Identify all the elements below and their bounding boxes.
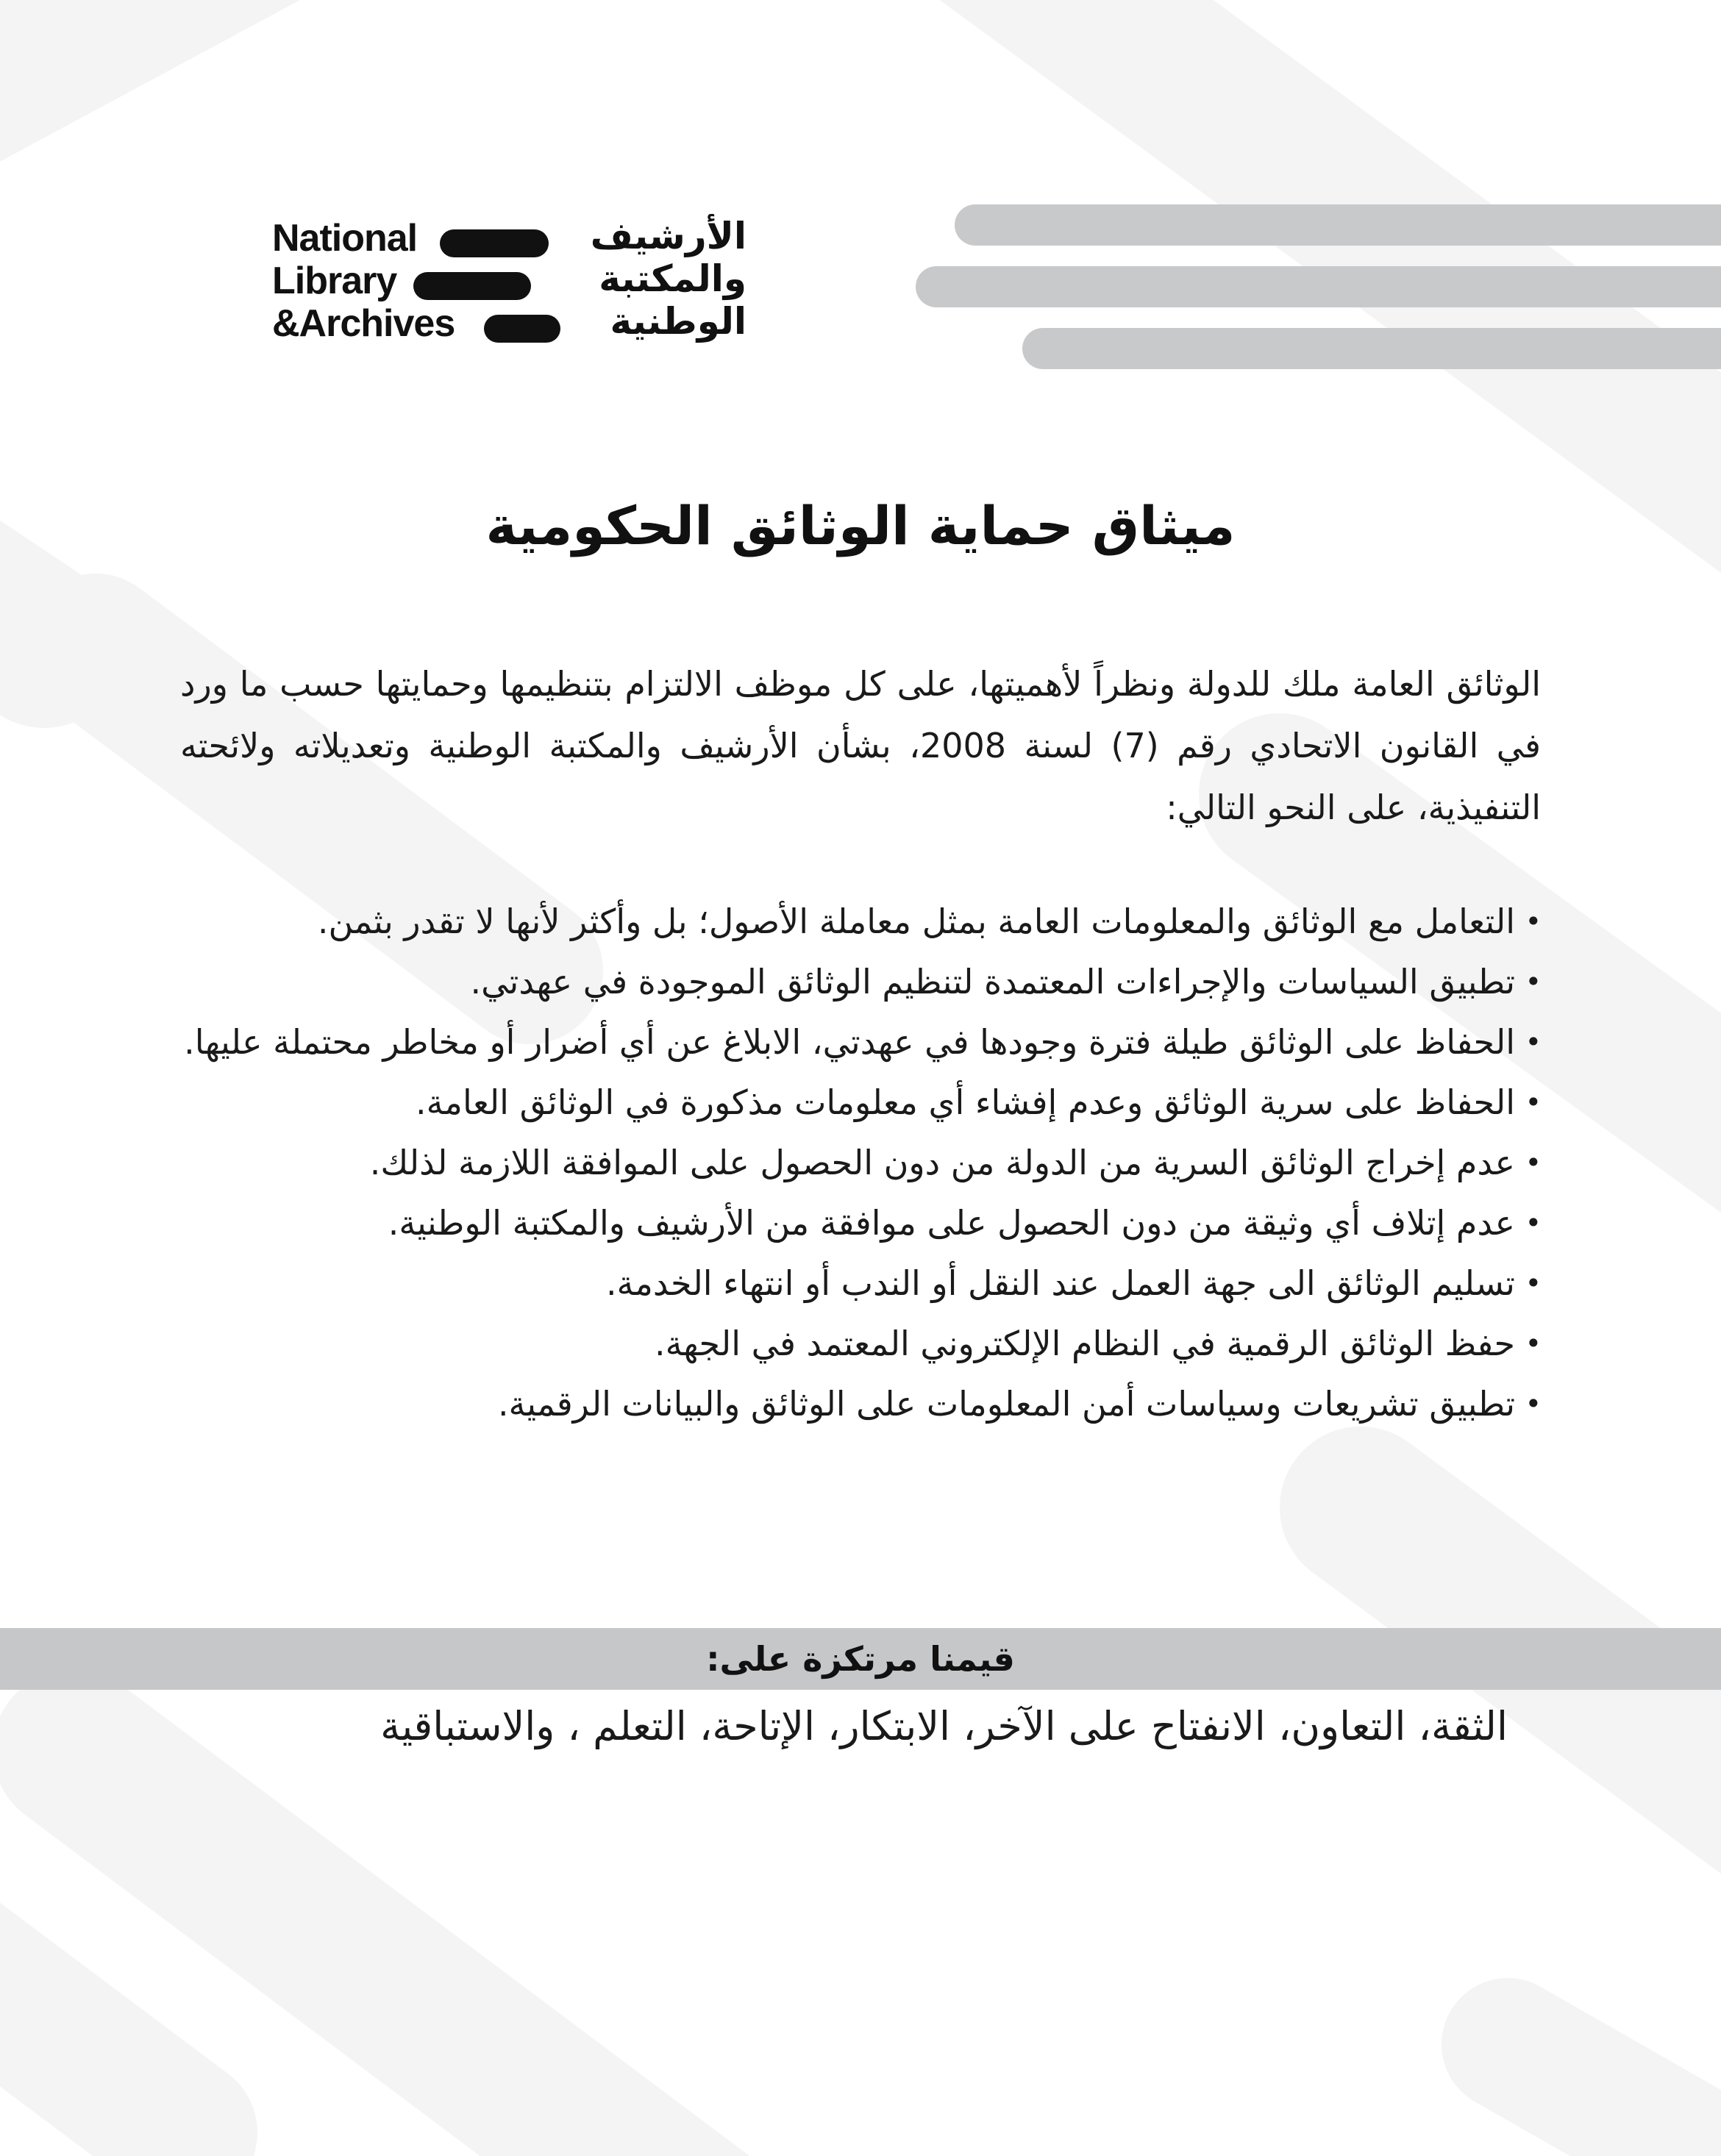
logo-en-line: &Archives — [272, 302, 455, 345]
decor-stripe-2 — [916, 266, 1721, 307]
list-item-text: الحفاظ على الوثائق طيلة فترة وجودها في عهدتي، الابلاغ عن أي أضرار أو مخاطر محتملة عليها. — [184, 1022, 1515, 1062]
list-item-text: تسليم الوثائق الى جهة العمل عند النقل أو الندب أو انتهاء الخدمة. — [605, 1263, 1515, 1303]
decor-stripe-3 — [1022, 328, 1721, 369]
list-item-text: التعامل مع الوثائق والمعلومات العامة بمثل معاملة الأصول؛ بل وأكثر لأنها لا تقدر بثمن. — [317, 902, 1515, 941]
list-item — [173, 1012, 1542, 1072]
logo-en-line: National — [272, 217, 418, 260]
list-item-text: عدم إخراج الوثائق السرية من الدولة من دون الحصول على الموافقة اللازمة لذلك. — [369, 1143, 1515, 1182]
decor-stripe-1 — [955, 204, 1721, 246]
bullet-icon: • — [1525, 1267, 1542, 1299]
list-item — [173, 1072, 1542, 1132]
bullet-icon: • — [1525, 1026, 1542, 1058]
list-item — [173, 1193, 1542, 1253]
list-item-text: تطبيق السياسات والإجراءات المعتمدة لتنظيم الوثائق الموجودة في عهدتي. — [470, 962, 1515, 1002]
commitments-list — [173, 891, 1542, 1434]
logo-en-line: Library — [272, 260, 397, 302]
list-item — [173, 1253, 1542, 1313]
list-item-text: الحفاظ على سرية الوثائق وعدم إفشاء أي معلومات مذكورة في الوثائق العامة. — [416, 1082, 1515, 1122]
list-item-text: عدم إتلاف أي وثيقة من دون الحصول على موافقة من الأرشيف والمكتبة الوطنية. — [388, 1203, 1515, 1243]
list-item — [173, 891, 1542, 952]
bullet-icon: • — [1525, 1086, 1542, 1118]
bullet-icon: • — [1525, 1388, 1542, 1420]
logo-arabic-text — [544, 215, 747, 343]
list-item — [173, 1374, 1542, 1434]
logo-ar-line: والمكتبة — [599, 257, 747, 300]
bullet-icon: • — [1525, 1207, 1542, 1239]
page-title: ميثاق حماية الوثائق الحكومية — [485, 495, 1236, 557]
values-text: الثقة، التعاون، الانفتاح على الآخر، الابتكار، الإتاحة، التعلم ، والاستباقية — [380, 1703, 1508, 1749]
bullet-icon: • — [1525, 1146, 1542, 1179]
intro-paragraph: الوثائق العامة ملك للدولة ونظراً لأهميتها، على كل موظف الالتزام بتنظيمها وحمايتها حسب ما ورد في القانون الاتحادي رقم (7) لسنة 2008، بشأن الأرشيف والمكتبة الوطنية وتعديلاته ولائحته التنفيذية، على النحو التالي: — [180, 664, 1541, 827]
logo-bar-1 — [440, 229, 549, 257]
logo-english-text — [272, 217, 455, 345]
bullet-icon: • — [1525, 1327, 1542, 1360]
list-item — [173, 952, 1542, 1012]
list-item-text: تطبيق تشريعات وسياسات أمن المعلومات على الوثائق والبيانات الرقمية. — [497, 1384, 1515, 1424]
list-item-text: حفظ الوثائق الرقمية في النظام الإلكتروني المعتمد في الجهة. — [655, 1324, 1515, 1363]
values-heading: قيمنا مرتكزة على: — [706, 1639, 1015, 1679]
logo-ar-line: الأرشيف — [590, 215, 747, 257]
logo-bar-2 — [413, 272, 531, 300]
list-item — [173, 1132, 1542, 1193]
bullet-icon: • — [1525, 905, 1542, 938]
bullet-icon: • — [1525, 965, 1542, 998]
logo-ar-line: الوطنية — [610, 300, 747, 343]
list-item — [173, 1313, 1542, 1374]
